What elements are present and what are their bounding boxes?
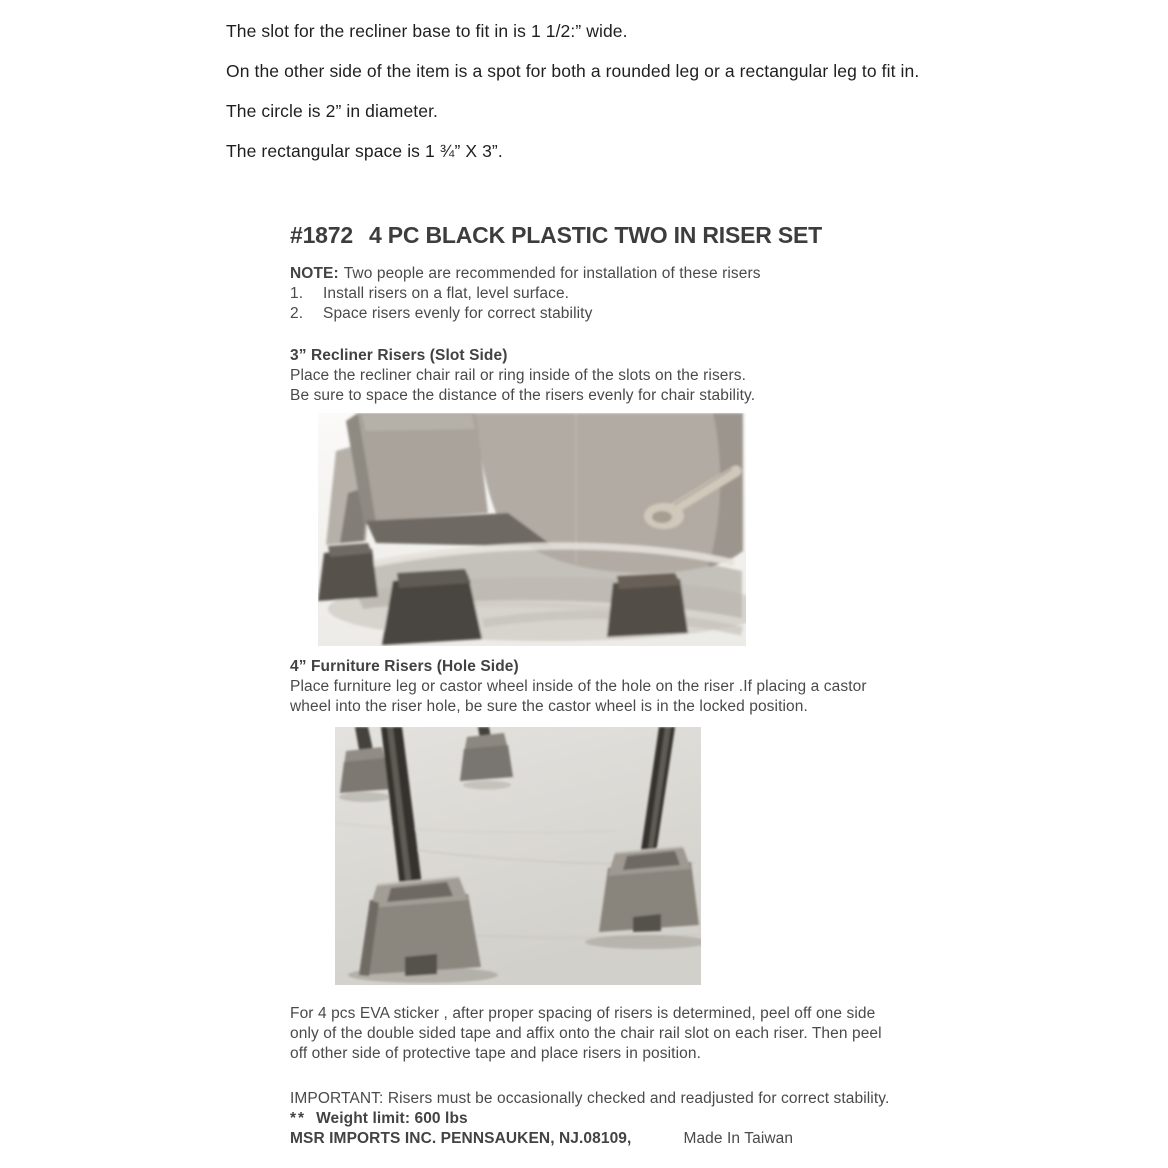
step-2-text: Space risers evenly for correct stability: [323, 305, 593, 322]
weight-limit-text: Weight limit: 600 lbs: [316, 1110, 468, 1127]
product-name: 4 PC BLACK PLASTIC TWO IN RISER SET: [368, 222, 822, 248]
intro-line-2: On the other side of the item is a spot for both a rounded leg or a rectangular leg to fit in.: [226, 61, 920, 81]
manufacturer-name: MSR IMPORTS INC. PENNSAUKEN, NJ.08109,: [290, 1130, 632, 1147]
country-of-origin: Made In Taiwan: [683, 1130, 794, 1147]
slot-section-line-2: Be sure to space the distance of the risers evenly for chair stability.: [290, 387, 756, 404]
step-2-number: 2.: [290, 305, 304, 322]
furniture-legs-in-risers-photo: [335, 727, 701, 985]
manufacturer-line: [290, 1129, 910, 1149]
eva-line-1: For 4 pcs EVA sticker , after proper spacing of risers is determined, peel off one side: [290, 1005, 876, 1022]
step-1: [290, 284, 910, 304]
slot-section-heading: 3” Recliner Risers (Slot Side): [290, 347, 508, 364]
important-note: IMPORTANT: Risers must be occasionally checked and readjusted for correct stability.: [290, 1090, 890, 1107]
hole-section-line-1: Place furniture leg or castor wheel inside of the hole on the riser .If placing a castor: [290, 678, 867, 695]
recliner-on-risers-photo: [318, 413, 746, 646]
hole-section-line-2: wheel into the riser hole, be sure the castor wheel is in the locked position.: [290, 698, 808, 715]
eva-sticker-paragraph: [290, 1004, 910, 1064]
intro-notes: [226, 22, 919, 182]
step-1-text: Install risers on a flat, level surface.: [323, 285, 570, 302]
installation-note: [290, 264, 910, 284]
product-number: #1872: [290, 222, 353, 248]
intro-line-1: The slot for the recliner base to fit in is 1 1/2:” wide.: [226, 21, 628, 41]
slot-section-line-1: Place the recliner chair rail or ring inside of the slots on the risers.: [290, 367, 747, 384]
step-2: [290, 304, 910, 324]
footer-block: [290, 1089, 910, 1149]
weight-limit-line: [290, 1109, 910, 1129]
weight-limit-marker: **: [290, 1110, 307, 1127]
eva-line-3: off other side of protective tape and place risers in position.: [290, 1045, 701, 1062]
intro-line-3: The circle is 2” in diameter.: [226, 101, 439, 121]
note-label: NOTE:: [290, 265, 339, 282]
eva-line-2: only of the double sided tape and affix onto the chair rail slot on each riser. Then peel: [290, 1025, 882, 1042]
note-text: Two people are recommended for installation of these risers: [343, 265, 761, 282]
intro-line-4: The rectangular space is 1 ¾” X 3”.: [226, 141, 503, 161]
product-title: [290, 222, 910, 248]
hole-section-heading: 4” Furniture Risers (Hole Side): [290, 658, 519, 675]
instruction-sheet: [290, 222, 910, 1149]
step-1-number: 1.: [290, 285, 304, 302]
